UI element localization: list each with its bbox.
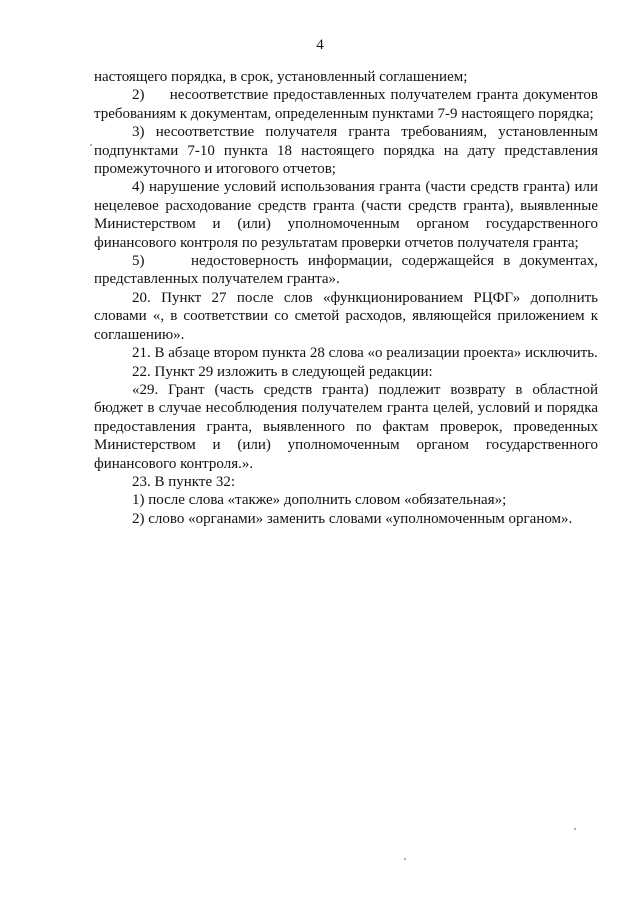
document-body (94, 68, 598, 528)
paragraph-23: 23. В пункте 32: (132, 473, 236, 490)
paragraph-22: 22. Пункт 29 изложить в следующей редакции: (132, 363, 433, 380)
list-item-5: 5) недостоверность информации, содержащейся в документах, представленных получателем гранта». (94, 253, 598, 288)
scan-speck (404, 858, 406, 860)
item-23-1: 1) после слова «также» дополнить словом «обязательная»; (132, 492, 507, 509)
page-number: 4 (316, 37, 324, 53)
scan-speck (574, 828, 576, 830)
paragraph-29-text: «29. Грант (часть средств гранта) подлежит возврату в областной бюджет в случае несоблюдения получателем гранта целей, условий и порядка предоставления гранта, выявленного по фактам проверок, проведенных Министерством и (или) уполномоченным органом государственного финансового контроля.». (94, 381, 598, 472)
paragraph-21: 21. В абзаце втором пункта 28 слова «о реализации проекта» исключить. (132, 345, 598, 362)
list-item-3: 3) несоответствие получателя гранта требованиям, установленным подпунктами 7-10 пункта 18 настоящего порядка на дату представления промежуточного и итогового отчетов; (94, 124, 598, 178)
scan-speck (90, 144, 92, 146)
item-23-2: 2) слово «органами» заменить словами «уполномоченным органом». (132, 510, 573, 527)
list-item-4: 4) нарушение условий использования гранта (части средств гранта) или нецелевое расходование средств гранта (части средств гранта), выявленные Министерством и (или) уполномоченным органом государственного финансового контроля по результатам проверки отчетов получателя гранта; (94, 179, 598, 251)
list-item-2: 2) несоответствие предоставленных получателем гранта документов требованиям к документам, определенным пунктами 7-9 настоящего порядка; (94, 87, 598, 122)
paragraph-20: 20. Пункт 27 после слов «функционированием РЦФГ» дополнить словами «, в соответствии со сметой расходов, являющейся приложением к соглашению». (94, 289, 598, 343)
paragraph-continuation: настоящего порядка, в срок, установленный соглашением; (94, 69, 468, 85)
